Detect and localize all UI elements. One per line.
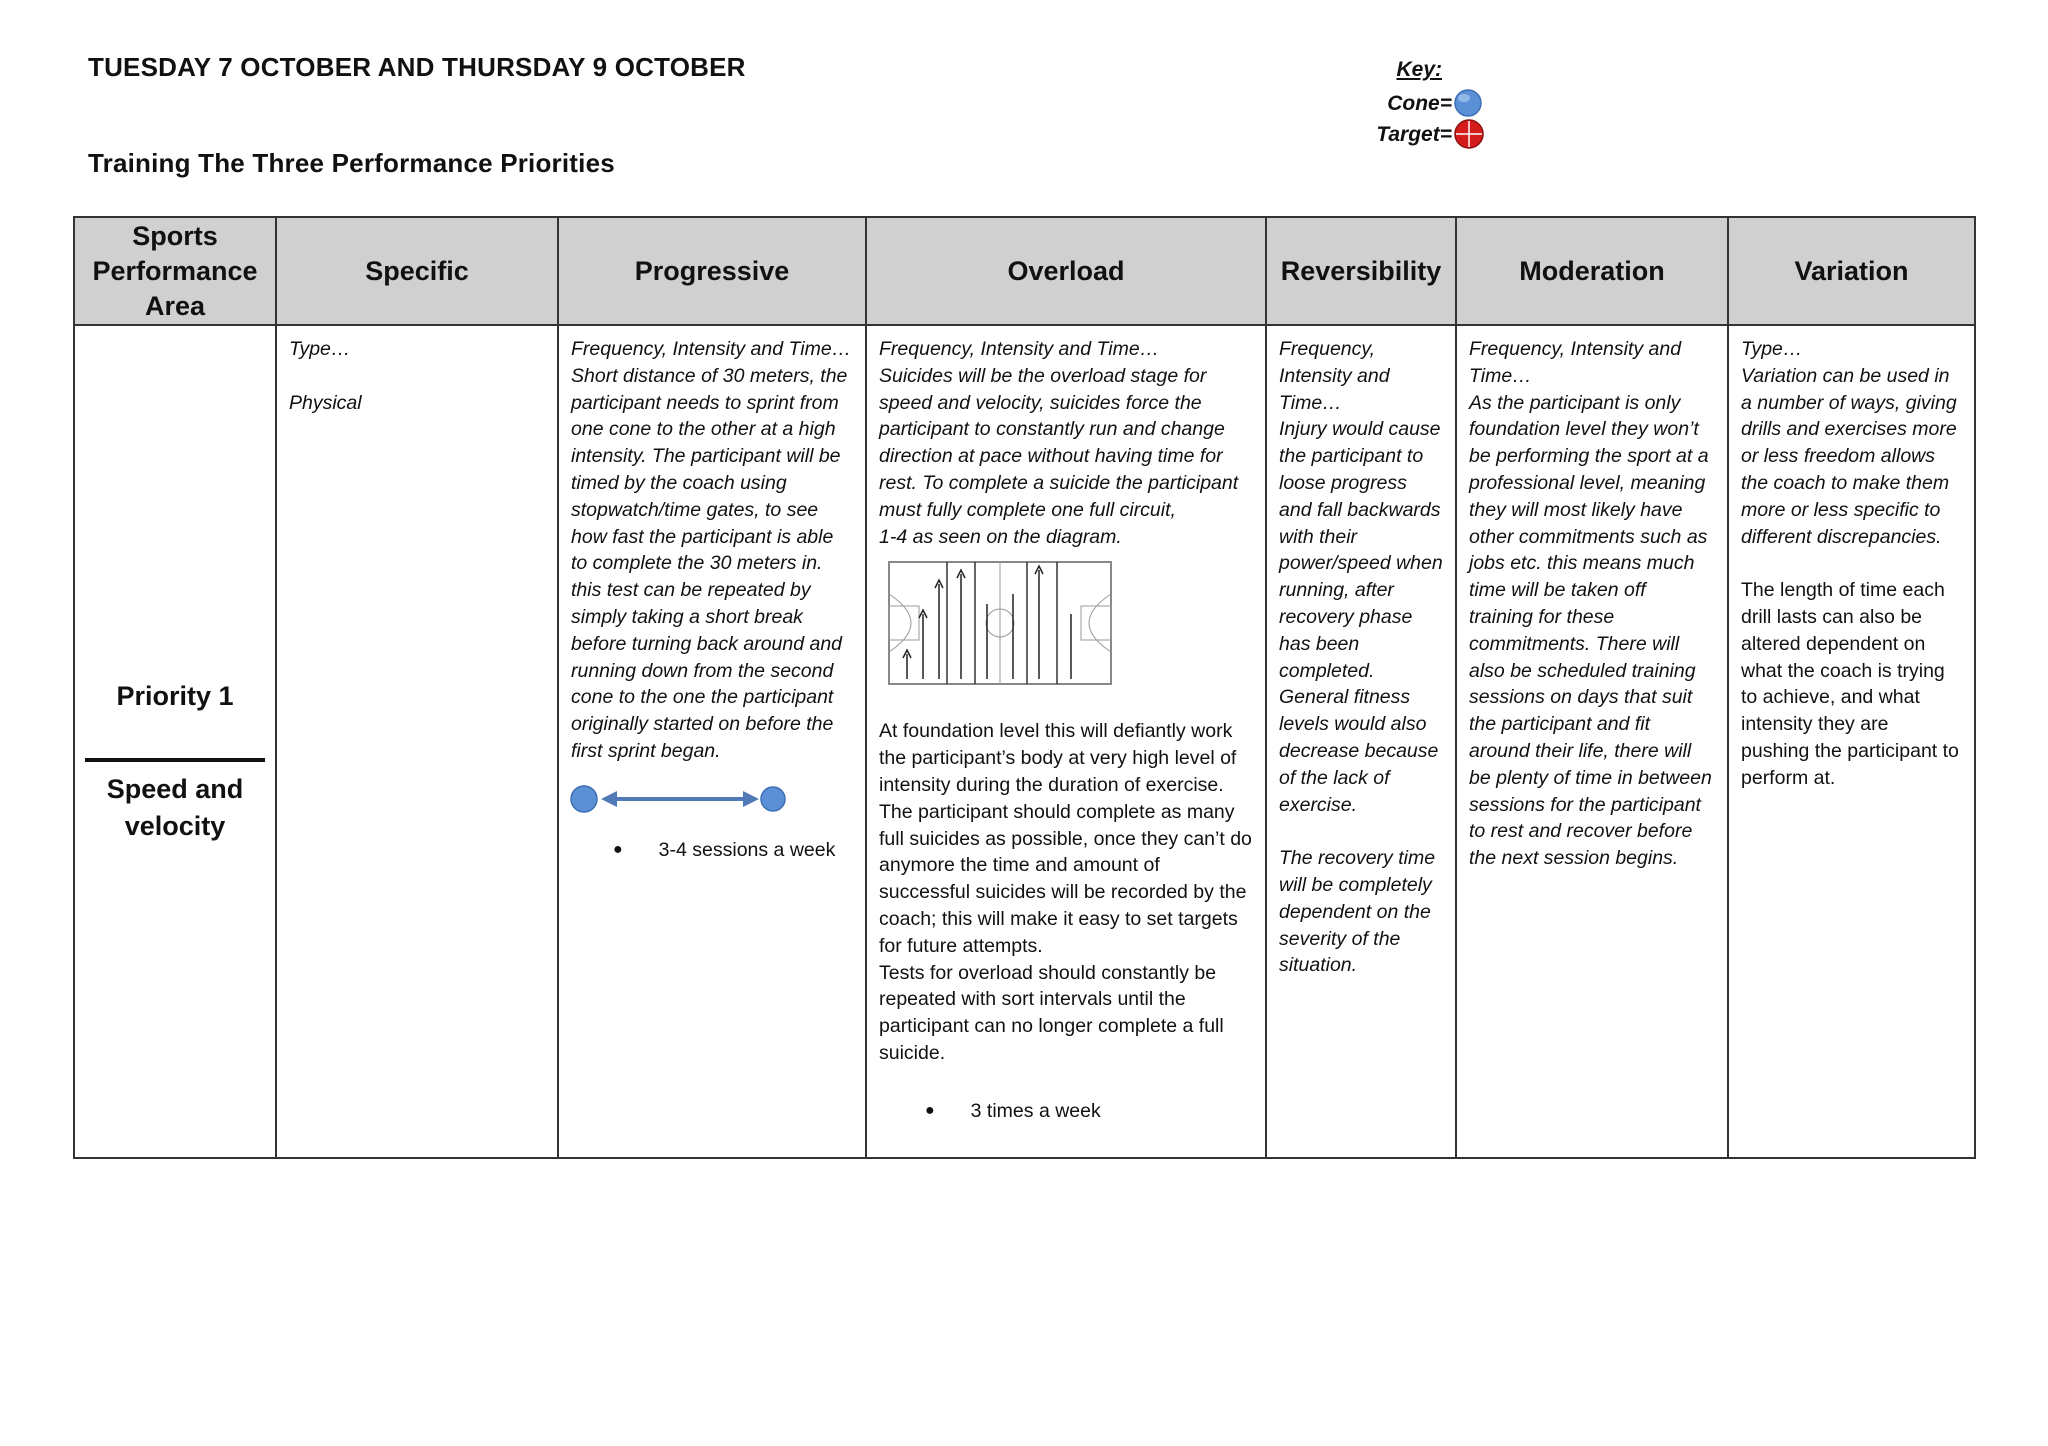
variation-cell bbox=[1728, 325, 1975, 1158]
progressive-frequency-bullet: 3-4 sessions a week bbox=[658, 838, 836, 861]
overload-para-complete: The participant should complete as many full suicides as possible, once they can’t do anymore the time and amount of successful suicides will be recorded by the coach; this will make it easy to set targets for future attempts. bbox=[879, 800, 1252, 957]
key-title: Key: bbox=[1396, 58, 1442, 81]
header-overload: Overload bbox=[866, 217, 1266, 325]
area-cell bbox=[74, 325, 276, 1158]
variation-body: Variation can be used in a number of ways, giving drills and exercises more or less freedom allows the coach to make them more or less specific to different discrepancies. bbox=[1741, 364, 1957, 548]
overload-body: Suicides will be the overload stage for speed and velocity, suicides force the participant to constantly run and change direction at pace without having time for rest. To complete a suicide the participant must fully complete one full circuit, bbox=[879, 364, 1239, 521]
page-dates-heading: TUESDAY 7 OCTOBER AND THURSDAY 9 OCTOBER bbox=[88, 52, 746, 82]
priority-row bbox=[74, 325, 1975, 1158]
header-variation: Variation bbox=[1728, 217, 1975, 325]
priority-name: Speed and velocity bbox=[106, 774, 244, 841]
variation-type-label: Type… bbox=[1741, 338, 1803, 360]
specific-cell bbox=[276, 325, 558, 1158]
overload-frequency-bullet: 3 times a week bbox=[970, 1099, 1101, 1122]
overload-cell: Frequency, Intensity and Time… Suicides will be the overload stage for speed and velocity, suicides force the participant to constantly run and change direction at pace without having time for rest. To complete a suicide the participant must fully complete one full circuit, 1-4 as seen on the diagram. At foundation level this will defiantly work the participant’s body at very high level of intensity during the duration of exercise. The participant should complete as many full suicides as possible, once they can’t do anymore the time and amount of successful suicides will be recorded by the coach; this will make it easy to set targets for future attempts. Tests for overload should constantly be repeated with sort intervals until the participant can no longer complete a full suicide. ● 3 times a week bbox=[866, 325, 1266, 1158]
performance-priorities-table bbox=[73, 216, 1976, 1159]
header-specific: Specific bbox=[276, 217, 558, 325]
suicide-court-diagram bbox=[887, 554, 1113, 694]
cone-icon bbox=[1452, 87, 1484, 119]
reversibility-recovery: The recovery time will be completely dependent on the severity of the situation. bbox=[1279, 847, 1436, 977]
legend-key bbox=[1360, 58, 1530, 150]
start-cone-icon bbox=[571, 786, 597, 812]
header-moderation: Moderation bbox=[1456, 217, 1728, 325]
reversibility-body: Injury would cause the participant to loose progress and fall backwards with their power/speed when running, after recovery phase has been completed. General fitness levels would also decrease because of the lack of exercise. bbox=[1279, 418, 1443, 816]
header-progressive: Progressive bbox=[558, 217, 866, 325]
header-row bbox=[74, 217, 1975, 325]
priority-divider bbox=[85, 758, 265, 762]
priority-label: Priority 1 bbox=[116, 681, 234, 711]
specific-type-value: Physical bbox=[289, 391, 362, 414]
moderation-heading: Frequency, Intensity and Time… bbox=[1469, 338, 1682, 387]
progressive-cell: Frequency, Intensity and Time… Short distance of 30 meters, the participant needs to sprint from one cone to the other at a high intensity. The participant will be timed by the coach using stopwatch/time gates, to see how fast the participant is able to complete the 30 meters in. this test can be repeated by simply taking a short break before turning back around and running down from the second cone to the one the participant originally started on before the first sprint began. ● 3-4 sessions a week bbox=[558, 325, 866, 1158]
header-reversibility: Reversibility bbox=[1266, 217, 1456, 325]
variation-body-2: The length of time each drill lasts can also be altered dependent on what the coach is trying to achieve, and what intensity they are pushing the participant to perform at. bbox=[1741, 579, 1959, 789]
moderation-cell bbox=[1456, 325, 1728, 1158]
overload-para-tests: Tests for overload should constantly be repeated with sort intervals until the participant can no longer complete a full suicide. bbox=[879, 961, 1224, 1064]
progressive-body: Short distance of 30 meters, the participant needs to sprint from one cone to the other at a high intensity. The participant will be timed by the coach using stopwatch/time gates, to see how fast the participant is able to complete the 30 meters in. this test can be repeated by simply taking a short break before turning back around and running down from the second cone to the one the participant originally started on before the first sprint began. bbox=[571, 364, 848, 762]
target-label: Target= bbox=[1376, 122, 1452, 146]
overload-para-foundation: At foundation level this will defiantly work the participant’s body at very high level of intensity during the duration of exercise. bbox=[879, 720, 1237, 796]
sprint-cones-diagram bbox=[565, 777, 805, 821]
header-sports-performance-area: Sports Performance Area bbox=[74, 217, 276, 325]
progressive-heading: Frequency, Intensity and Time… bbox=[571, 338, 852, 360]
overload-heading: Frequency, Intensity and Time… bbox=[879, 338, 1160, 360]
target-icon bbox=[1452, 117, 1486, 151]
reversibility-heading: Frequency, Intensity and Time… bbox=[1279, 338, 1390, 414]
moderation-body: As the participant is only foundation level they won’t be performing the sport at a professional level, meaning they will most likely have other commitments such as jobs etc. this means much time will be taken off training for these commitments. There will also be scheduled training sessions on days that suit the participant and fit around their life, there will be plenty of time in between sessions for the participant to rest and recover before the next session begins. bbox=[1469, 391, 1712, 870]
cone-label: Cone= bbox=[1387, 91, 1452, 115]
page-subtitle: Training The Three Performance Priorities bbox=[88, 148, 615, 178]
specific-type-label: Type… bbox=[289, 338, 351, 360]
overload-diagram-ref: 1-4 as seen on the diagram. bbox=[879, 525, 1122, 548]
end-cone-icon bbox=[761, 787, 785, 811]
reversibility-cell bbox=[1266, 325, 1456, 1158]
